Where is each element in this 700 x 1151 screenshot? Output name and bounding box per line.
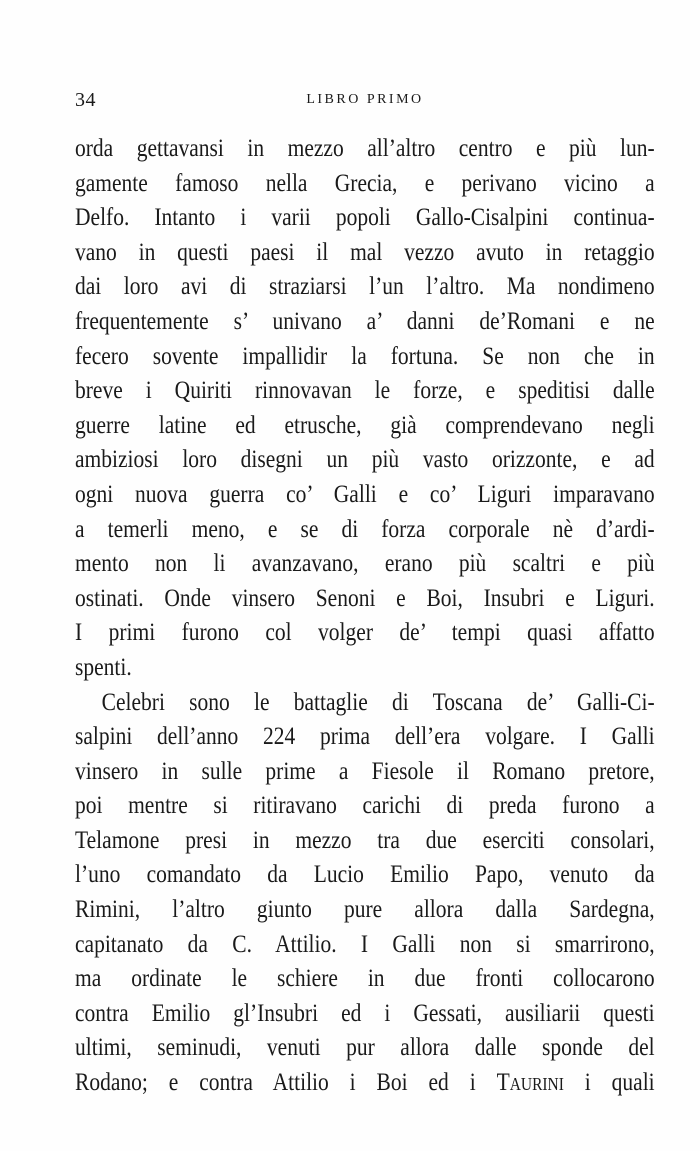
text-line: ultimi, seminudi, venuti pur allora dalle sponde del [75,1034,655,1062]
text-line: l’uno comandato da Lucio Emilio Papo, venuto da [75,861,655,889]
text-line: frequentemente s’ univano a’ danni de’Romani e ne [75,307,655,335]
text-line: salpini dell’anno 224 prima dell’era volgare. I Galli [75,723,655,751]
text-line: Delfo. Intanto i varii popoli Gallo-Cisalpini continua- [75,204,655,232]
smallcaps-word: Taurini [496,1069,564,1097]
running-title: LIBRO PRIMO [306,92,424,107]
text-line: a temerli meno, e se di forza corporale nè d’ardi- [75,515,655,543]
text-line: breve i Quiriti rinnovavan le forze, e speditisi dalle [75,377,655,405]
text-line: guerre latine ed etrusche, già comprendevano negli [75,411,655,439]
text-line: vano in questi paesi il mal vezzo avuto in retaggio [75,238,655,266]
text-line: orda gettavansi in mezzo all’altro centro e più lun- [75,135,655,162]
page-number: 34 [75,89,96,111]
text-line: Telamone presi in mezzo tra due eserciti consolari, [75,826,655,854]
running-head [75,88,655,112]
text-line: Rimini, l’altro giunto pure allora dalla Sardegna, [75,896,655,924]
text-line: capitanato da C. Attilio. I Galli non si smarrirono, [75,930,655,958]
text-line: ogni nuova guerra co’ Galli e co’ Liguri imparavano [75,480,655,508]
text-line: spenti. [75,653,132,681]
text-line: contra Emilio gl’Insubri ed i Gessati, ausiliarii questi [75,999,655,1027]
text-line: ostinati. Onde vinsero Senoni e Boi, Insubri e Liguri. [75,584,655,612]
text-line: Celebri sono le battaglie di Toscana de’ Galli-Ci- [101,688,655,716]
text-line: ambiziosi loro disegni un più vasto orizzonte, e ad [75,446,655,474]
text-line: dai loro avi di straziarsi l’un l’altro. Ma nondimeno [75,273,655,301]
text-line: fecero sovente impallidir la fortuna. Se non che in [75,342,655,370]
text-line: poi mentre si ritiravano carichi di preda furono a [75,792,655,820]
text-line-end: i quali [563,1069,655,1097]
body-text [75,132,655,1101]
text-line: ma ordinate le schiere in due fronti collocarono [75,965,655,993]
text-line: vinsero in sulle prime a Fiesole il Romano pretore, [75,757,655,785]
text-line: I primi furono col volger de’ tempi quasi affatto [75,619,655,647]
text-line-start: Rodano; e contra Attilio i Boi ed i [75,1069,476,1097]
text-line-final [75,1066,655,1101]
text-line: gamente famoso nella Grecia, e perivano vicino a [75,169,655,197]
text-line: mento non li avanzavano, erano più scaltri e più [75,550,655,578]
